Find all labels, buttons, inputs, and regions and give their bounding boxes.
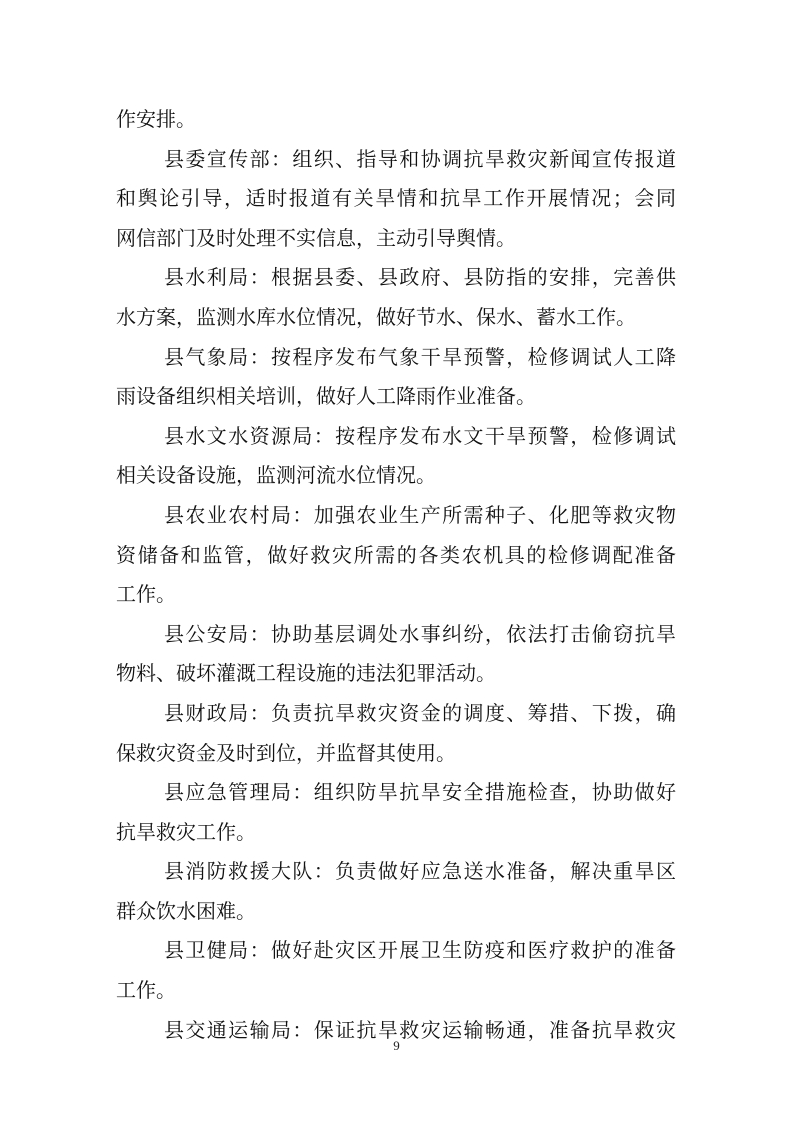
paragraph-meteorology-start: 县气象局：按程序发布气象干旱预警，检修调试人工降: [164, 344, 676, 369]
text-line: 工作。: [116, 582, 176, 607]
text-line: 抗旱救灾工作。: [116, 819, 256, 844]
paragraph-water-bureau-start: 县水利局：根据县委、县政府、县防指的安排，完善供: [164, 265, 676, 290]
text-line: 作安排。: [116, 107, 196, 131]
paragraph-fire-rescue-start: 县消防救援大队：负责做好应急送水准备，解决重旱区: [164, 859, 676, 884]
text-line: 工作。: [116, 978, 176, 1003]
text-line: 资储备和监管，做好救灾所需的各类农机具的检修调配准备: [116, 542, 676, 567]
text-line: 网信部门及时处理不实信息，主动引导舆情。: [116, 225, 516, 250]
text-line: 保救灾资金及时到位，并监督其使用。: [116, 740, 456, 765]
body-text: [116, 100, 676, 1050]
text-line: 和舆论引导，适时报道有关旱情和抗旱工作开展情况；会同: [116, 186, 676, 211]
text-line: 物料、破坏灌溉工程设施的违法犯罪活动。: [116, 661, 496, 686]
paragraph-public-security-start: 县公安局：协助基层调处水事纠纷，依法打击偷窃抗旱: [164, 621, 676, 646]
paragraph-finance-start: 县财政局：负责抗旱救灾资金的调度、筹措、下拨，确: [164, 700, 676, 725]
text-line: 水方案，监测水库水位情况，做好节水、保水、蓄水工作。: [116, 304, 636, 329]
paragraph-agriculture-start: 县农业农村局：加强农业生产所需种子、化肥等救灾物: [164, 502, 676, 527]
paragraph-transport-start: 县交通运输局：保证抗旱救灾运输畅通，准备抗旱救灾: [164, 1017, 676, 1042]
paragraph-propaganda-start: 县委宣传部：组织、指导和协调抗旱救灾新闻宣传报道: [164, 146, 676, 171]
paragraph-emergency-start: 县应急管理局：组织防旱抗旱安全措施检查，协助做好: [164, 780, 676, 805]
text-line: 雨设备组织相关培训，做好人工降雨作业准备。: [116, 384, 536, 409]
page-number: 9: [393, 1038, 400, 1053]
text-line: 相关设备设施，监测河流水位情况。: [116, 463, 436, 488]
paragraph-health-start: 县卫健局：做好赴灾区开展卫生防疫和医疗救护的准备: [164, 938, 676, 963]
text-line: 群众饮水困难。: [116, 898, 256, 923]
paragraph-hydrology-start: 县水文水资源局：按程序发布水文干旱预警，检修调试: [164, 423, 676, 448]
